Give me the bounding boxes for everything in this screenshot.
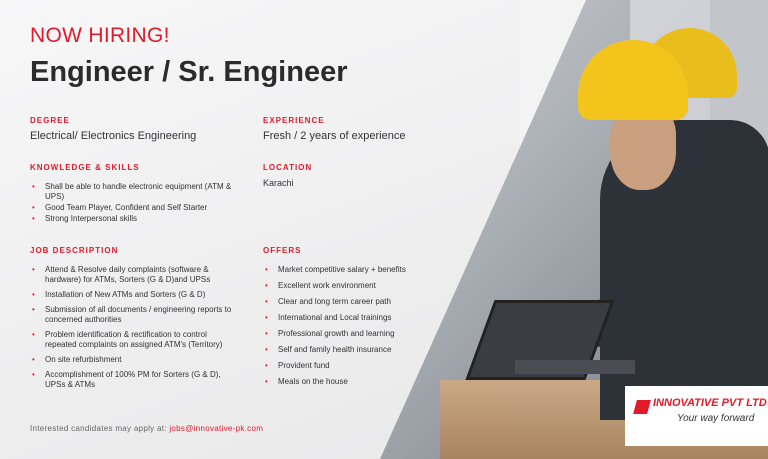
logo-icon [633,400,651,414]
list-item: • Attend & Resolve daily complaints (software & hardware) for ATMs, Sorters (G & D)and UPSs [32,265,237,285]
experience-heading: EXPERIENCE [263,116,325,125]
list-item: • Installation of New ATMs and Sorters (G & D) [32,290,237,300]
offers-heading: OFFERS [263,246,302,255]
company-logo [625,386,768,446]
list-item: • Shall be able to handle electronic equipment (ATM & UPS) [32,182,232,202]
list-item: • Strong Interpersonal skills [32,214,232,224]
email-link[interactable]: jobs@innovative-pk.com [169,424,264,433]
skills-heading: KNOWLEDGE & SKILLS [30,163,140,172]
list-item: • Market competitive salary + benefits [265,265,465,275]
laptop-base [515,360,635,374]
list-item: • Professional growth and learning [265,329,465,339]
list-item: • Self and family health insurance [265,345,465,355]
logo-tagline: Your way forward [677,413,755,424]
list-item: • Good Team Player, Confident and Self Starter [32,203,232,213]
location-value: Karachi [263,178,294,188]
now-hiring-label: NOW HIRING! [30,24,170,47]
list-item: • Excellent work environment [265,281,465,291]
degree-heading: DEGREE [30,116,70,125]
list-item: • Problem identification & rectification to control repeated complaints on assigned ATM's (Territory) [32,330,237,350]
list-item: • Meals on the house [265,377,465,387]
apply-footer [30,424,263,433]
list-item: • Submission of all documents / engineering reports to concerned authorities [32,305,237,325]
experience-value: Fresh / 2 years of experience [263,130,406,142]
skills-list [32,182,232,225]
list-item: • International and Local trainings [265,313,465,323]
location-heading: LOCATION [263,163,313,172]
list-item: • Provident fund [265,361,465,371]
list-item: • On site refurbishment [32,355,237,365]
list-item: • Accomplishment of 100% PM for Sorters (G & D), UPSs & ATMs [32,370,237,390]
degree-value: Electrical/ Electronics Engineering [30,130,197,142]
offers-list [265,265,465,393]
job-description-list [32,265,237,395]
job-description-heading: JOB DESCRIPTION [30,246,119,255]
apply-text: Interested candidates may apply at: [30,424,170,433]
job-title: Engineer / Sr. Engineer [30,56,348,88]
logo-name: INNOVATIVE PVT LTD [653,397,767,409]
list-item: • Clear and long term career path [265,297,465,307]
